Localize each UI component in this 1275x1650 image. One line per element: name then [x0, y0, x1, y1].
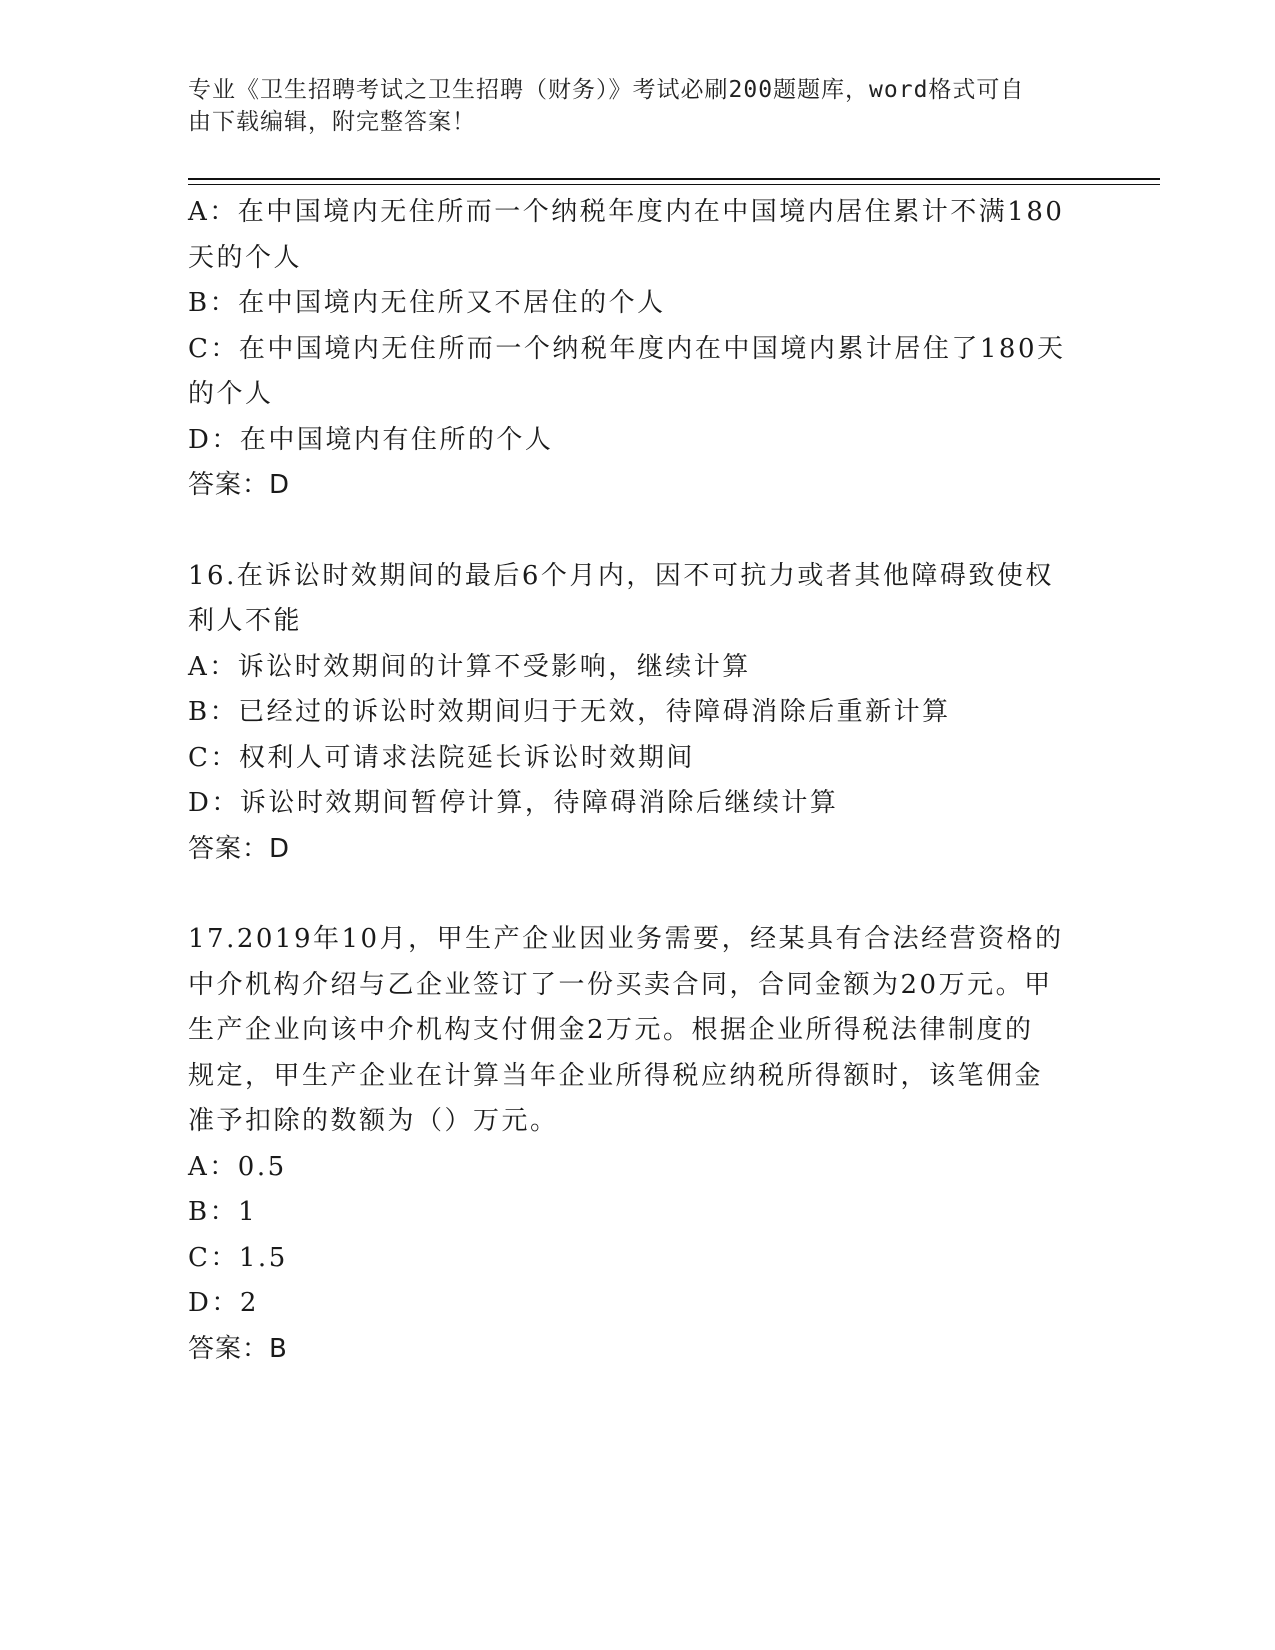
question-stem-line-4: 规定，甲生产企业在计算当年企业所得税应纳税所得额时，该笔佣金: [188, 1060, 1044, 1091]
option-c: C：权利人可请求法院延长诉讼时效期间: [188, 742, 695, 773]
option-d: D：诉讼时效期间暂停计算，待障碍消除后继续计算: [188, 788, 839, 818]
option-d: D：在中国境内有住所的个人: [188, 424, 554, 455]
option-a-line-2: 天的个人: [188, 242, 303, 273]
option-b: B：1: [188, 1197, 258, 1227]
header-line-1: 专业《卫生招聘考试之卫生招聘（财务）》考试必刷200题题库，word格式可自: [188, 77, 1025, 103]
option-d: D：2: [188, 1288, 259, 1318]
option-a: A：诉讼时效期间的计算不受影响，继续计算: [188, 651, 751, 682]
option-a: A：0.5: [188, 1151, 287, 1182]
question-list: [188, 190, 1088, 1372]
question-17-block: [188, 917, 1088, 1372]
option-b: B：在中国境内无住所又不居住的个人: [188, 288, 666, 318]
answer-label: 答案：B: [188, 1333, 288, 1364]
question-stem-line-2: 中介机构介绍与乙企业签订了一份买卖合同，合同金额为20万元。甲: [188, 969, 1053, 1000]
header-divider-thin: [188, 184, 1160, 185]
document-header: [188, 74, 1068, 138]
question-spacer: [188, 509, 1088, 554]
option-c-line-1: C：在中国境内无住所而一个纳税年度内在中国境内累计居住了180天: [188, 333, 1066, 364]
answer-label: 答案：D: [188, 833, 291, 864]
question-stem-line-3: 生产企业向该中介机构支付佣金2万元。根据企业所得税法律制度的: [188, 1015, 1034, 1045]
answer-label: 答案：D: [188, 470, 291, 500]
option-b: B：已经过的诉讼时效期间归于无效，待障碍消除后重新计算: [188, 697, 951, 727]
header-line-2: 由下载编辑，附完整答案！: [188, 109, 476, 135]
option-c-line-2: 的个人: [188, 379, 274, 409]
question-spacer: [188, 872, 1088, 917]
question-stem-line-2: 利人不能: [188, 606, 303, 636]
option-a-line-1: A：在中国境内无住所而一个纳税年度内在中国境内居住累计不满180: [188, 197, 1065, 227]
question-stem-line-5: 准予扣除的数额为（）万元。: [188, 1106, 559, 1136]
question-16-block: [188, 554, 1088, 873]
question-15-block: [188, 190, 1088, 509]
question-stem-line-1: 16.在诉讼时效期间的最后6个月内，因不可抗力或者其他障碍致使权: [188, 560, 1054, 591]
header-divider-thick: [188, 178, 1160, 180]
question-stem-line-1: 17.2019年10月，甲生产企业因业务需要，经某具有合法经营资格的: [188, 924, 1064, 954]
option-c: C：1.5: [188, 1242, 288, 1273]
